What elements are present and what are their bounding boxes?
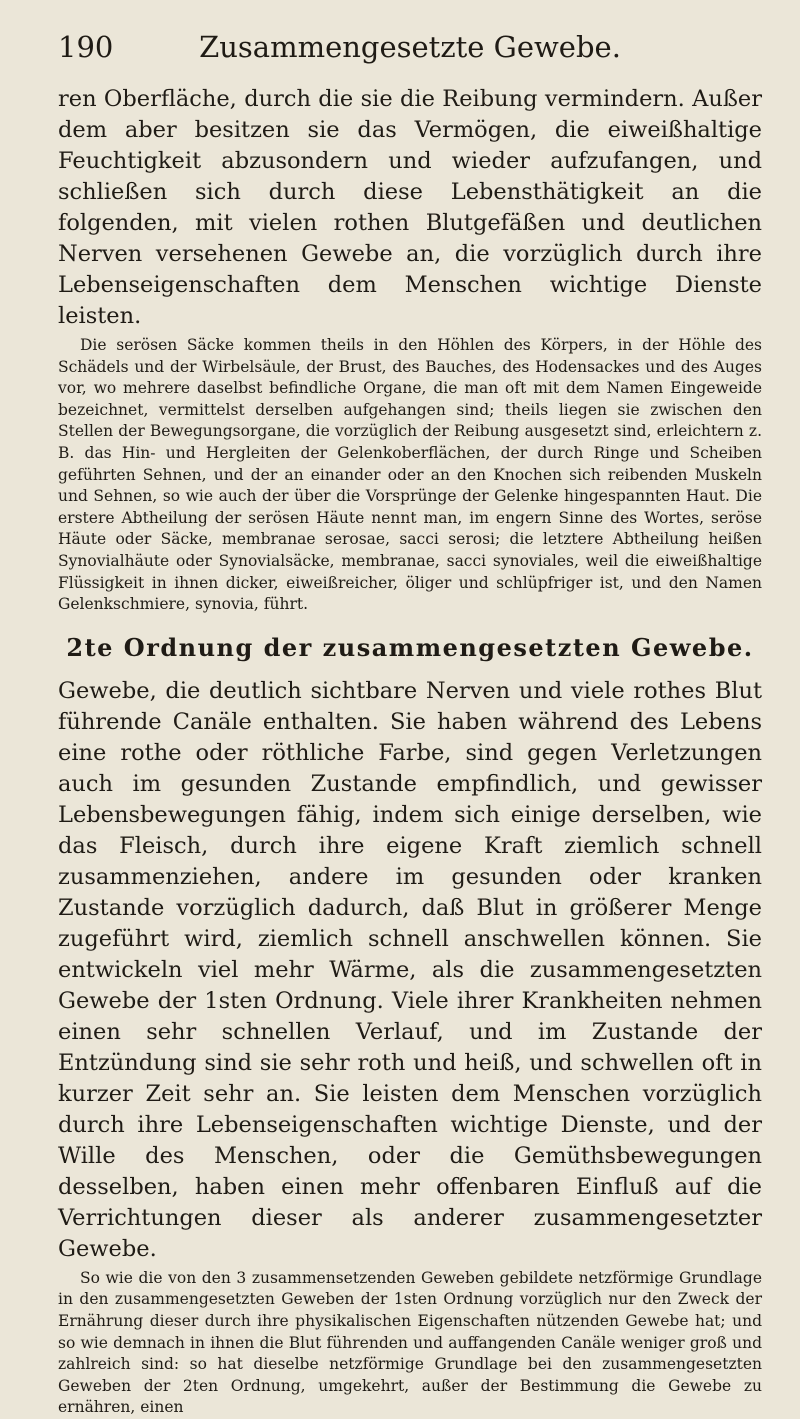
footnote-serous-sacs: Die serösen Säcke kommen theils in den Höhlen des Körpers, in der Höhle des Schädels und der Wirbelsäule, der Brust, des Bauches, des Hodensackes und des Auges vor, wo mehrere daselbst befindliche Organe, die man oft mit dem Namen Eingeweide bezeichnet, vermittelst derselben aufgehangen sind; theils liegen sie zwischen den Stellen der Bewegungsorgane, die vorzüglich der Reibung ausgesetzt sind, erleichtern z. B. das Hin- und Hergleiten der Gelenkoberflächen, der durch Ringe und Scheiben geführten Sehnen, und der an einander oder an den Knochen sich reibenden Muskeln und Sehnen, so wie auch der über die Vorsprünge der Gelenke hingespannten Haut. Die erstere Abtheilung der serösen Häute nennt man, im engern Sinne des Wortes, seröse Häute oder Säcke, membranae serosae, sacci serosi; die letztere Abtheilung heißen Synovialhäute oder Synovialsäcke, membranae, sacci synoviales, weil die eiweißhaltige Flüssigkeit in ihnen dicker, eiweißreicher, öliger und schlüpfriger ist, und den Namen Gelenkschmiere, synovia, führt. — [58, 336, 762, 614]
running-title: Zusammengesetzte Gewebe. — [199, 30, 621, 64]
page-number: 190 — [58, 30, 114, 64]
page-header — [58, 30, 762, 70]
main-paragraph: Gewebe, die deutlich sichtbare Nerven und viele rothes Blut führende Canäle enthalten. Sie haben während des Lebens eine rothe oder röthliche Farbe, sind gegen Verletzungen auch im gesunden Zustande empfindlich, und gewisser Lebensbewegungen fähig, indem sich einige derselben, wie das Fleisch, durch ihre eigene Kraft ziemlich schnell zusammenziehen, andere im gesunden oder kranken Zustande vorzüglich dadurch, daß Blut in größerer Menge zugeführt wird, ziemlich schnell anschwellen können. Sie entwickeln viel mehr Wärme, als die zusammengesetzten Gewebe der 1sten Ordnung. Viele ihrer Krankheiten nehmen einen sehr schnellen Verlauf, und im Zustande der Entzündung sind sie sehr roth und heiß, und schwellen oft in kurzer Zeit sehr an. Sie leisten dem Menschen vorzüglich durch ihre Lebenseigenschaften wichtige Dienste, und der Wille des Menschen, oder die Gemüthsbewegungen desselben, haben einen mehr offenbaren Einfluß auf die Verrichtungen dieser als anderer zusammengesetzter Gewebe. — [58, 677, 762, 1262]
section-heading: 2te Ordnung der zusammengesetzten Gewebe. — [66, 632, 754, 662]
footnote-network-basis: So wie die von den 3 zusammensetzenden Geweben gebildete netzförmige Grundlage in den zusammengesetzten Geweben der 1sten Ordnung vorzüglich nur den Zweck der Ernährung dieser durch ihre physikalischen Eigenschaften nützenden Gewebe hat; und so wie demnach in ihnen die Blut führenden und auffangenden Canäle weniger groß und zahlreich sind: so hat dieselbe netzförmige Grundlage bei den zusammengesetzten Geweben der 2ten Ordnung, umgekehrt, außer der Bestimmung die Gewebe zu ernähren, einen — [58, 1268, 762, 1417]
intro-paragraph: ren Oberfläche, durch die sie die Reibung vermindern. Außer dem aber besitzen sie das Vermögen, die eiweißhaltige Feuchtigkeit abzusondern und wieder aufzufangen, und schließen sich durch diese Lebensthätigkeit an die folgenden, mit vielen rothen Blutgefäßen und deutlichen Nerven versehenen Gewebe an, die vorzüglich durch ihre Lebenseigenschaften dem Menschen wichtige Dienste leisten. — [58, 86, 762, 329]
body-text — [58, 84, 762, 1419]
